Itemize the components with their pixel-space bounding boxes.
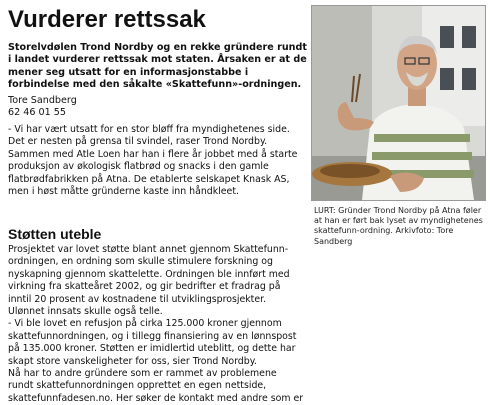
- author-name: Tore Sandberg: [8, 95, 77, 106]
- article-body-section: [8, 244, 304, 405]
- man-holding-flatbread-image: [312, 6, 485, 200]
- article-headline: Vurderer rettssak: [8, 6, 206, 33]
- paragraph: Sammen med Atle Loen har han i flere år jobbet med å starte produksjon av økologisk flatbrød og snacks i den gamle flatbrødfabrikken på Atna. De etablerte selskapet Knask AS, men i høst måtte gründerne kaste inn håndkleet.: [8, 148, 298, 198]
- paragraph: - Vi har vært utsatt for en stor bløff fra myndighetenes side. Det er nesten på grensa til svindel, raser Trond Nordby.: [8, 124, 290, 148]
- section-subheading: Støtten uteble: [8, 226, 102, 242]
- paragraph: Prosjektet var lovet støtte blant annet gjennom Skattefunn-ordningen, en ordning som skulle stimulere forskning og nyskapning gjennom skattelette. Ordningen ble innført med virkning fra skatteåret 2002, og gir bedrifter et fradrag på inntil 20 prosent av kostnadene til utviklingsprosjekter. Ulønnet innsats skulle også telle.: [8, 244, 290, 318]
- article-lead: Storelvdølen Trond Nordby og en rekke gründere rundt i landet vurderer rettssak mot staten. Årsaken er at de mener seg utsatt for en informasjonstabbe i forbindelse med den såkalte «Skattefunn»-ordningen.: [8, 42, 307, 91]
- paragraph: - Vi ble lovet en refusjon på cirka 125.000 kroner gjennom skattefunnordningen, og i tillegg finansiering av en lønnspost på 135.000 kroner. Støtten er imidlertid uteblitt, og dette har skapt store vanskeligheter for oss, sier Trond Nordby.: [8, 318, 297, 367]
- paragraph: Nå har to andre gründere som er rammet av problemene rundt skattefunnordningen opprettet en egen nettside, skattefunnfadesen.no. Her søker de kontakt med andre som er: [8, 368, 304, 404]
- photo-caption: LURT: Gründer Trond Nordby på Atna føler at han er ført bak lyset av myndighetenes skattefunn-ordning. Arkivfoto: Tore Sandberg: [314, 206, 483, 246]
- article-photo: [311, 5, 486, 201]
- byline: [8, 95, 308, 120]
- author-phone: 62 46 01 55: [8, 107, 66, 119]
- article-body: [8, 124, 304, 198]
